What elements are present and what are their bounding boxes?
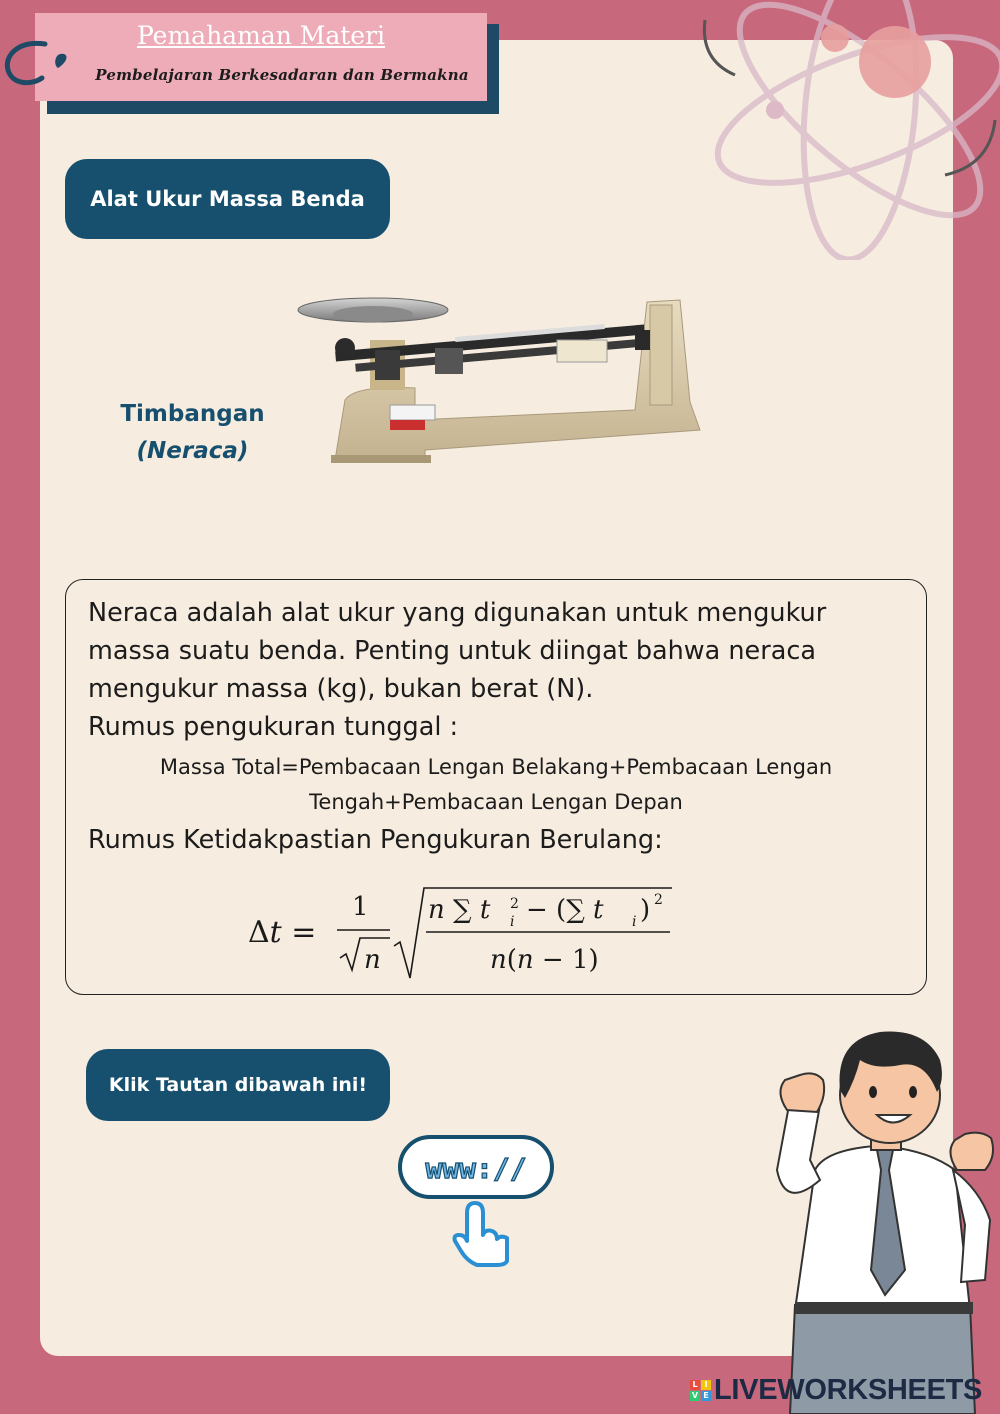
caption-line-2: (Neraca) [136, 438, 249, 464]
rule1-label: Rumus pengukuran tunggal : [88, 712, 459, 742]
svg-text:2: 2 [654, 892, 663, 908]
uncertainty-formula [242, 880, 692, 980]
explanation-box [65, 579, 927, 995]
caption-line-1: Timbangan [120, 401, 265, 427]
atom-icon [690, 0, 1000, 260]
explanation-paragraph [88, 594, 888, 746]
image-caption [105, 396, 280, 470]
svg-text:n: n [364, 945, 381, 975]
svg-text:): ) [640, 895, 651, 925]
logo-icon: L I V E [690, 1380, 711, 1401]
total-mass-formula [86, 750, 906, 820]
svg-text:− (∑ t: − (∑ t [526, 895, 604, 925]
svg-text:Δt =: Δt = [248, 915, 317, 950]
web-link-text: www:// [425, 1152, 527, 1185]
section-label: Alat Ukur Massa Benda [65, 159, 390, 239]
web-link-button[interactable] [397, 1133, 557, 1268]
swirl-icon [0, 38, 75, 90]
svg-text:i: i [510, 914, 515, 930]
svg-text:n ∑ t: n ∑ t [428, 895, 491, 925]
rule2-label: Rumus Ketidakpastian Pengukuran Berulang: [88, 825, 663, 855]
balance-scale-image [295, 290, 705, 470]
svg-text:2: 2 [510, 896, 519, 912]
header-title: Pemahaman Materi [136, 21, 386, 50]
link-instruction: Klik Tautan dibawah ini! [86, 1049, 390, 1121]
header-banner [35, 13, 487, 101]
paragraph-text: Neraca adalah alat ukur yang digunakan untuk mengukur massa suatu benda. Penting untuk diingat bahwa neraca mengukur massa (kg), bukan berat (N). [88, 598, 827, 704]
formula-line-1: Massa Total=Pembacaan Lengan Belakang+Pembacaan Lengan [159, 755, 833, 779]
student-illustration [765, 1020, 1000, 1414]
pointer-hand-icon [455, 1203, 508, 1265]
svg-text:n(n − 1): n(n − 1) [490, 945, 599, 975]
liveworksheets-logo [690, 1372, 982, 1408]
header-subtitle: Pembelajaran Berkesadaran dan Bermakna [95, 66, 469, 84]
svg-text:i: i [632, 914, 637, 930]
logo-text: LIVEWORKSHEETS [714, 1373, 983, 1406]
svg-text:1: 1 [352, 892, 369, 922]
formula-line-2: Tengah+Pembacaan Lengan Depan [309, 790, 683, 814]
